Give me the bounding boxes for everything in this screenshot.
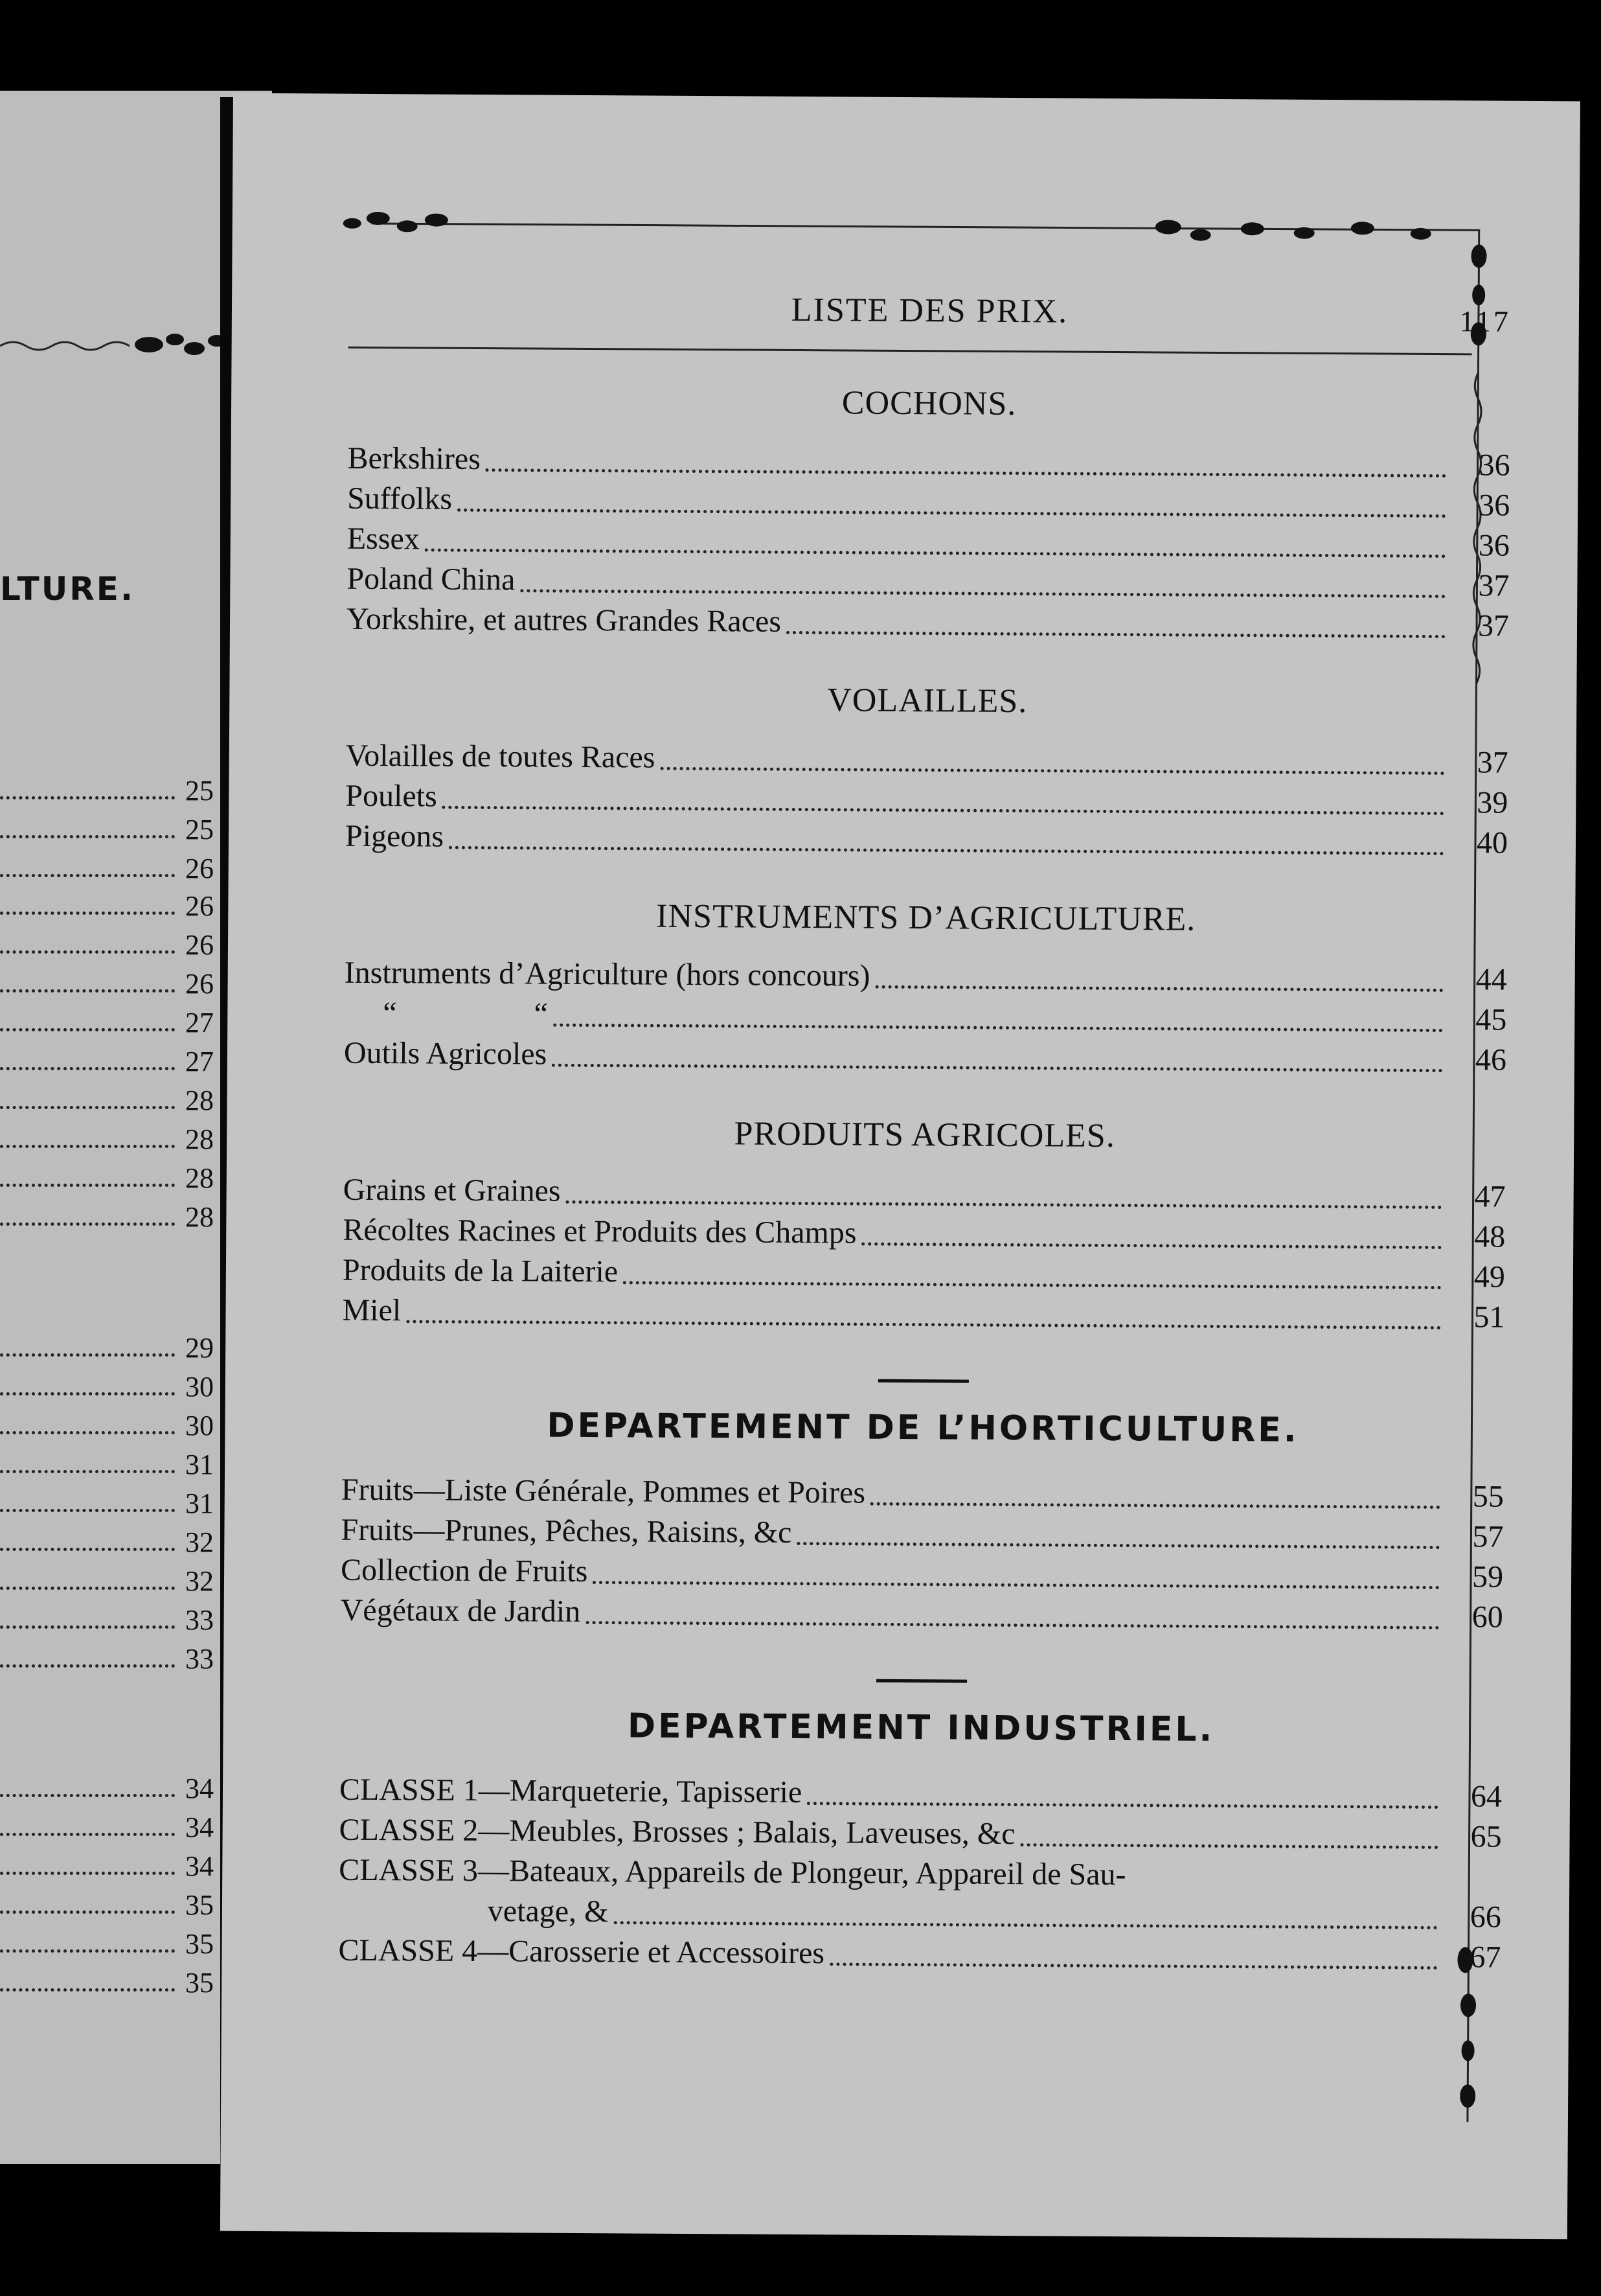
entry-label: “ “: [383, 996, 549, 1031]
list-item: [339, 1850, 1501, 1898]
dot-leader: [0, 1223, 175, 1226]
list-item: [344, 1033, 1506, 1081]
left-list-item: [0, 1003, 220, 1039]
entry-page-number: 67: [1470, 1940, 1501, 1975]
dot-leader: [0, 1949, 175, 1953]
left-page-number: 33: [185, 1643, 214, 1675]
left-list-item: [0, 849, 220, 885]
left-page-number: 27: [185, 1007, 214, 1039]
left-list-item: [0, 1445, 220, 1481]
left-page-number: 29: [185, 1332, 214, 1364]
list-item: [341, 1550, 1503, 1598]
entry-page-number: 59: [1471, 1559, 1504, 1594]
list-item: [339, 1890, 1501, 1938]
left-page-number: 34: [185, 1850, 214, 1882]
entry-page-number: 57: [1472, 1519, 1504, 1554]
entry-page-number: 48: [1474, 1219, 1506, 1254]
list-item: [341, 1510, 1503, 1557]
entry-label: Récoltes Racines et Produits des Champs: [343, 1212, 857, 1250]
left-list-item: [0, 1963, 220, 1999]
list-item: [346, 599, 1509, 647]
left-list-item: [0, 1639, 220, 1675]
entry-label: CLASSE 2—Meubles, Brosses ; Balais, Laveuses, &c: [339, 1812, 1016, 1852]
list-item: [346, 559, 1509, 606]
left-list-item: [0, 925, 220, 961]
department-heading: DEPARTEMENT DE L’HORTICULTURE.: [547, 1406, 1299, 1450]
entry-label: Berkshires: [347, 441, 481, 476]
left-list-item: [0, 886, 220, 923]
entry-label: Végétaux de Jardin: [340, 1592, 581, 1629]
section-heading: PRODUITS AGRICOLES.: [734, 1115, 1115, 1154]
list-item: [347, 439, 1510, 486]
entry-label: Essex: [346, 521, 420, 557]
entry-page-number: 51: [1473, 1300, 1505, 1335]
dot-leader: [585, 1621, 1439, 1629]
left-page-number: 27: [185, 1046, 214, 1077]
entry-page-number: 66: [1470, 1900, 1502, 1934]
dot-leader: [457, 509, 1446, 518]
left-page-number: 31: [185, 1487, 214, 1519]
entry-label: Fruits—Prunes, Pêches, Raisins, &c: [341, 1512, 792, 1550]
entry-page-number: 64: [1470, 1779, 1503, 1814]
list-item: [347, 479, 1510, 526]
dot-leader: [797, 1542, 1440, 1549]
left-page-number: 25: [185, 814, 214, 845]
left-list-item: [0, 1158, 220, 1195]
entry-page-number: 45: [1475, 1002, 1507, 1037]
list-item: [341, 1590, 1503, 1638]
list-item: [344, 993, 1506, 1040]
entry-page-number: 47: [1474, 1179, 1506, 1214]
dot-leader: [449, 846, 1444, 855]
list-item: [347, 519, 1510, 566]
departments: [338, 1376, 1504, 1978]
entry-label: Yorkshire, et autres Grandes Races: [346, 601, 782, 639]
page-title: LISTE DES PRIX.: [791, 291, 1069, 330]
dot-leader: [425, 548, 1446, 558]
left-list-item: [0, 1561, 220, 1598]
left-page-number: 28: [185, 1123, 214, 1155]
dot-leader: [875, 985, 1443, 992]
left-page-number: 32: [185, 1565, 214, 1597]
dot-leader: [870, 1502, 1440, 1509]
left-list-item: [0, 1042, 220, 1078]
left-list-item: [0, 1846, 220, 1883]
left-page-number: 32: [185, 1526, 214, 1558]
entry-label: vetage, &: [487, 1894, 609, 1929]
entry-page-number: 49: [1473, 1259, 1506, 1294]
dot-leader: [0, 1664, 175, 1668]
left-list-item: [0, 1367, 220, 1403]
left-page-number: 26: [185, 890, 214, 922]
left-list-item: [0, 1197, 220, 1234]
dot-leader: [1020, 1843, 1438, 1849]
list-item: [345, 953, 1507, 1000]
entry-page-number: 39: [1477, 785, 1508, 820]
left-list-item: [0, 1081, 220, 1117]
dot-leader: [0, 1625, 175, 1629]
list-item: [343, 1210, 1505, 1257]
dot-leader: [660, 767, 1444, 775]
section-divider: [876, 1679, 967, 1683]
dot-leader: [861, 1243, 1442, 1249]
left-list-item: [0, 1600, 220, 1636]
entry-label: CLASSE 4—Carosserie et Accessoires: [338, 1933, 825, 1971]
dot-leader: [0, 1872, 175, 1875]
dot-leader: [0, 950, 175, 954]
left-list-item: [0, 810, 220, 846]
dot-leader: [0, 835, 175, 838]
entry-page-number: 36: [1479, 488, 1510, 523]
entry-page-number: 40: [1476, 825, 1508, 860]
entry-label: Miel: [342, 1292, 402, 1328]
left-list-item: [0, 1924, 220, 1960]
department-heading: DEPARTEMENT INDUSTRIEL.: [627, 1706, 1215, 1749]
left-page-number: 33: [185, 1604, 214, 1636]
list-item: [342, 1291, 1504, 1338]
price-list-contents: [338, 275, 1511, 1978]
left-page-number: 30: [185, 1410, 214, 1441]
left-page-number: 28: [185, 1201, 214, 1233]
right-page: [220, 93, 1580, 2240]
entry-page-number: 60: [1471, 1600, 1503, 1635]
dot-leader: [565, 1200, 1442, 1209]
list-item: [338, 1931, 1501, 1978]
entry-label: Outils Agricoles: [343, 1035, 547, 1072]
dot-leader: [623, 1281, 1442, 1289]
dot-leader: [593, 1581, 1440, 1589]
entry-label: Produits de la Laiterie: [342, 1252, 619, 1289]
left-page-number: 26: [185, 853, 214, 884]
dot-leader: [0, 1548, 175, 1551]
left-list-item: [0, 771, 220, 807]
entry-label: CLASSE 1—Marqueterie, Tapisserie: [339, 1772, 802, 1810]
dot-leader: [520, 589, 1446, 598]
dot-leader: [0, 912, 175, 915]
entry-page-number: 46: [1475, 1042, 1507, 1077]
dot-leader: [0, 1392, 175, 1395]
entry-label: Collection de Fruits: [340, 1552, 588, 1589]
entry-label: Poulets: [345, 778, 437, 814]
list-item: [339, 1770, 1502, 1817]
dot-leader: [807, 1802, 1438, 1809]
section-heading: VOLAILLES.: [827, 682, 1028, 720]
dot-leader: [830, 1962, 1437, 1969]
dot-leader: [0, 1106, 175, 1109]
dot-leader: [0, 1028, 175, 1031]
left-list-item: [0, 1522, 220, 1559]
dot-leader: [442, 806, 1445, 815]
entry-page-number: 36: [1478, 528, 1510, 563]
page-number: 117: [1459, 304, 1512, 338]
section-heading: COCHONS.: [841, 384, 1017, 423]
entry-page-number: 37: [1478, 568, 1510, 603]
left-page-number: 28: [185, 1162, 214, 1194]
left-page-heading: LTURE.: [0, 570, 135, 608]
entry-page-number: 44: [1475, 962, 1507, 997]
left-list-item: [0, 1769, 220, 1805]
left-page-number: 35: [185, 1967, 214, 1999]
section-heading: INSTRUMENTS D’AGRICULTURE.: [656, 897, 1196, 938]
left-page-number: 35: [185, 1889, 214, 1921]
entry-label: Suffolks: [347, 481, 453, 516]
left-page-number: 35: [185, 1928, 214, 1960]
list-item: [345, 776, 1508, 823]
entry-label: CLASSE 3—Bateaux, Appareils de Plongeur, Appareil de Sau-: [339, 1852, 1126, 1892]
running-header: [348, 275, 1512, 354]
dot-leader: [786, 631, 1446, 638]
left-list-item: [0, 1885, 220, 1922]
left-page-number: 26: [185, 968, 214, 1000]
dot-leader: [0, 796, 175, 799]
left-page-number: 30: [185, 1371, 214, 1403]
left-list-item: [0, 1484, 220, 1520]
entry-label: Fruits—Liste Générale, Pommes et Poires: [341, 1472, 866, 1510]
dot-leader: [0, 1911, 175, 1914]
entry-page-number: 36: [1479, 448, 1510, 483]
dot-leader: [486, 468, 1447, 477]
list-item: [343, 1170, 1505, 1217]
dot-leader: [0, 989, 175, 993]
left-page-number: 28: [185, 1085, 214, 1116]
vine-ornament-icon: [0, 325, 256, 364]
list-item: [341, 1470, 1504, 1517]
dot-leader: [0, 1145, 175, 1148]
entry-label: Pigeons: [345, 818, 444, 854]
list-item: [339, 1810, 1501, 1857]
section-divider: [878, 1379, 968, 1383]
entry-page-number: 37: [1477, 745, 1508, 780]
dot-leader: [0, 1353, 175, 1357]
dot-leader: [0, 1431, 175, 1434]
dot-leader: [0, 1470, 175, 1473]
entry-label: Instruments d’Agriculture (hors concours): [344, 955, 870, 993]
dot-leader: [0, 1988, 175, 1992]
dot-leader: [0, 1067, 175, 1070]
entry-page-number: 65: [1470, 1819, 1502, 1854]
left-page-number: 31: [185, 1449, 214, 1480]
dot-leader: [553, 1024, 1443, 1032]
left-list-item: [0, 1808, 220, 1844]
left-list-item: [0, 1406, 220, 1442]
dot-leader: [0, 1587, 175, 1590]
entry-page-number: 55: [1472, 1479, 1504, 1514]
left-list-item: [0, 1119, 220, 1156]
dot-leader: [613, 1921, 1437, 1929]
dot-leader: [0, 1184, 175, 1187]
entry-label: Volailles de toutes Races: [345, 738, 655, 775]
dot-leader: [406, 1320, 1441, 1329]
sections: [342, 381, 1510, 1338]
dot-leader: [0, 1509, 175, 1512]
left-page-number: 26: [185, 929, 214, 961]
list-item: [346, 736, 1508, 783]
left-list-item: [0, 964, 220, 1000]
dot-leader: [0, 1833, 175, 1836]
list-item: [345, 816, 1508, 864]
entry-label: Grains et Graines: [343, 1172, 561, 1208]
left-page-number: 34: [185, 1811, 214, 1843]
dot-leader: [0, 1794, 175, 1797]
left-page-number: 34: [185, 1773, 214, 1804]
left-page-number: 25: [185, 775, 214, 807]
list-item: [343, 1250, 1505, 1298]
left-list-item: [0, 1328, 220, 1364]
dot-leader: [0, 874, 175, 877]
entry-label: Poland China: [346, 561, 516, 597]
dot-leader: [552, 1064, 1443, 1072]
entry-page-number: 37: [1477, 608, 1510, 643]
